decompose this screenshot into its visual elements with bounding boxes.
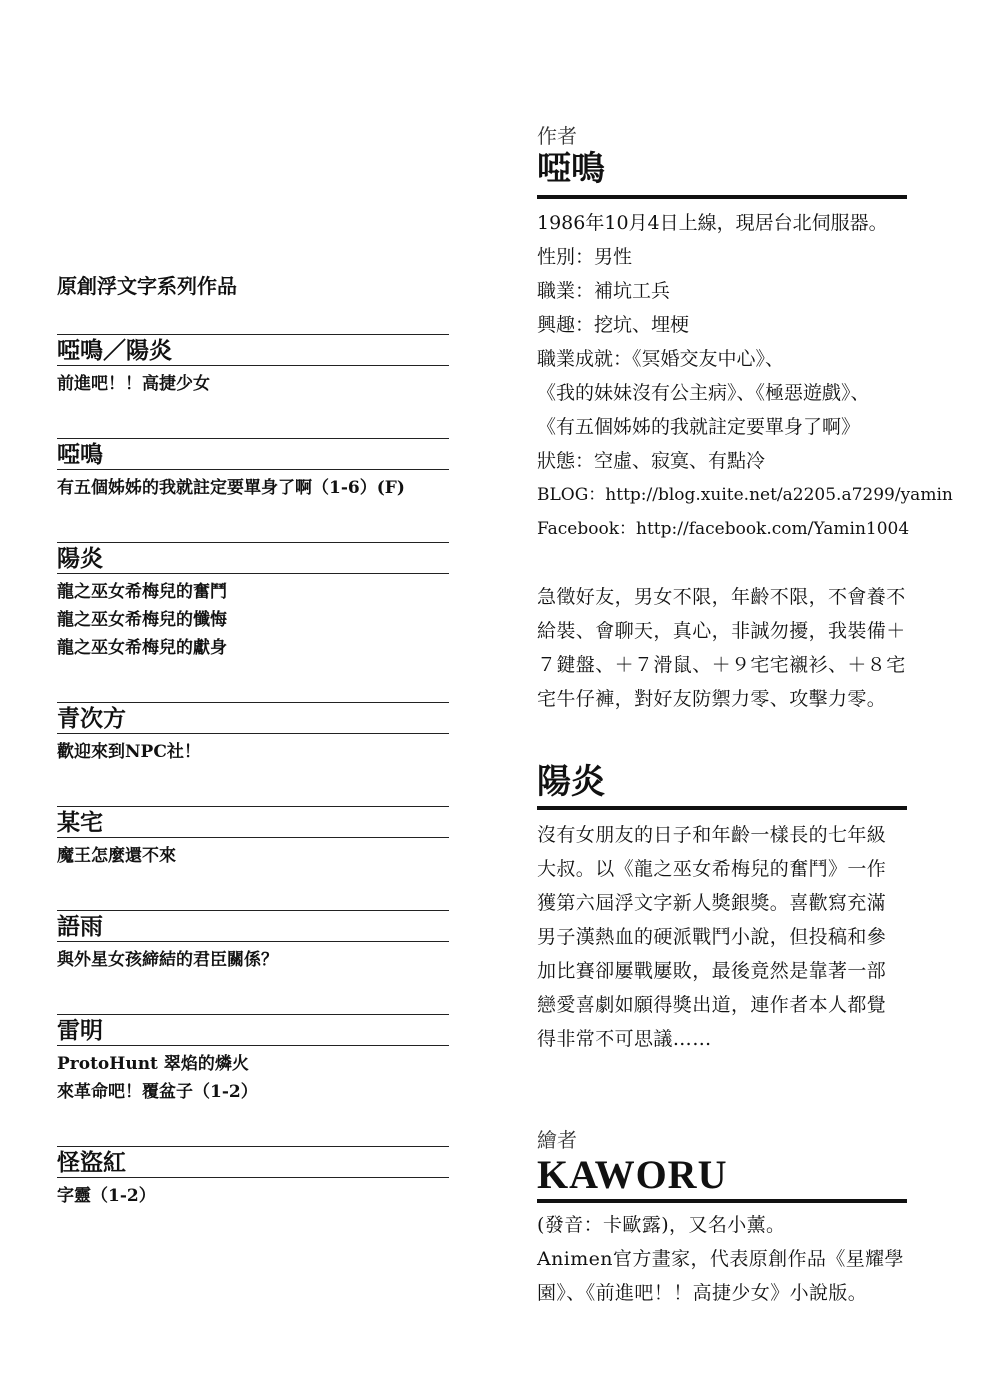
author-name: 啞鳴 — [537, 149, 605, 189]
blog-link: BLOG：http://blog.xuite.net/a2205.a7299/yamin — [537, 485, 953, 505]
bio-line: 戀愛喜劇如願得獎出道，連作者本人都覺 — [537, 994, 887, 1016]
author-name: 陽炎 — [537, 762, 605, 802]
bio-line: 宅牛仔褲，對好友防禦力零、攻擊力零。 — [537, 688, 887, 710]
divider — [537, 195, 907, 199]
bio-line: 急徵好友，男女不限，年齡不限，不會養不 — [537, 586, 906, 608]
work-title: 有五個姊姊的我就註定要單身了啊（1-6）(F) — [57, 478, 405, 498]
series-list — [57, 272, 449, 1250]
group-header: 某宅 — [57, 806, 449, 838]
group-header: 青次方 — [57, 702, 449, 734]
work-title: 字靈（1-2） — [57, 1186, 156, 1206]
bio-line: 大叔。以《龍之巫女希梅兒的奮鬥》一作 — [537, 858, 887, 880]
author-bio — [537, 580, 907, 716]
author-info — [537, 206, 953, 546]
info-line: 職業成就：《冥婚交友中心》、 — [537, 348, 785, 370]
author-group — [57, 806, 449, 870]
divider — [537, 1199, 907, 1203]
author-group — [57, 542, 449, 662]
work-title: 歡迎來到NPC社！ — [57, 742, 201, 762]
work-title: 龍之巫女希梅兒的獻身 — [57, 638, 227, 658]
group-header: 啞鳴／陽炎 — [57, 334, 449, 366]
info-line: 1986年10月4日上線，現居台北伺服器。 — [537, 212, 888, 234]
author-group — [57, 1146, 449, 1210]
author-group — [57, 702, 449, 766]
series-title: 原創浮文字系列作品 — [57, 274, 237, 298]
group-header: 怪盜紅 — [57, 1146, 449, 1178]
group-header: 雷明 — [57, 1014, 449, 1046]
bio-line: (發音：卡歐露)，又名小薰。 — [537, 1214, 786, 1236]
author-group — [57, 334, 449, 398]
illustrator-bio — [537, 1208, 917, 1310]
facebook-link: Facebook：http://facebook.com/Yamin1004 — [537, 519, 910, 539]
info-line: 《有五個姊姊的我就註定要單身了啊》 — [537, 416, 861, 438]
bio-line: Animen官方畫家，代表原創作品《星耀學 — [537, 1248, 904, 1270]
work-title: 來革命吧！覆盆子（1-2） — [57, 1082, 258, 1102]
author-group — [57, 438, 449, 502]
author-group — [57, 910, 449, 974]
work-title: 前進吧！！高捷少女 — [57, 374, 210, 394]
info-line: 《我的妹妹沒有公主病》、《極惡遊戲》、 — [537, 382, 870, 404]
group-header: 語雨 — [57, 910, 449, 942]
author-bio — [537, 818, 907, 1056]
info-line: 職業：補坑工兵 — [537, 280, 671, 302]
work-title: ProtoHunt 翠焰的燐火 — [57, 1054, 249, 1074]
bio-line: 沒有女朋友的日子和年齡一樣長的七年級 — [537, 824, 887, 846]
group-header: 啞鳴 — [57, 438, 449, 470]
bio-line: 獲第六屆浮文字新人獎銀獎。喜歡寫充滿 — [537, 892, 887, 914]
bio-line: 園》、《前進吧！！高捷少女》小說版。 — [537, 1282, 868, 1304]
work-title: 龍之巫女希梅兒的懺悔 — [57, 610, 227, 630]
bio-line: 給裝、會聊天，真心，非誠勿擾，我裝備＋ — [537, 620, 906, 642]
info-line: 狀態：空虛、寂寞、有點冷 — [537, 450, 766, 472]
illustrator-label: 繪者 — [537, 1128, 577, 1152]
info-line: 性別：男性 — [537, 246, 633, 268]
bio-line: 加比賽卻屢戰屢敗，最後竟然是靠著一部 — [537, 960, 887, 982]
bio-line: 男子漢熱血的硬派戰鬥小說，但投稿和參 — [537, 926, 887, 948]
author-label: 作者 — [537, 124, 577, 148]
illustrator-name: KAWORU — [537, 1152, 728, 1197]
author-group — [57, 1014, 449, 1106]
info-line: 興趣：挖坑、埋梗 — [537, 314, 690, 336]
work-title: 魔王怎麼還不來 — [57, 846, 176, 866]
work-title: 龍之巫女希梅兒的奮鬥 — [57, 582, 227, 602]
divider — [537, 806, 907, 810]
bio-line: 得非常不可思議…… — [537, 1028, 712, 1050]
bio-line: ７鍵盤、＋７滑鼠、＋９宅宅襯衫、＋８宅 — [537, 654, 906, 676]
group-header: 陽炎 — [57, 542, 449, 574]
work-title: 與外星女孩締結的君臣關係？ — [57, 950, 278, 970]
